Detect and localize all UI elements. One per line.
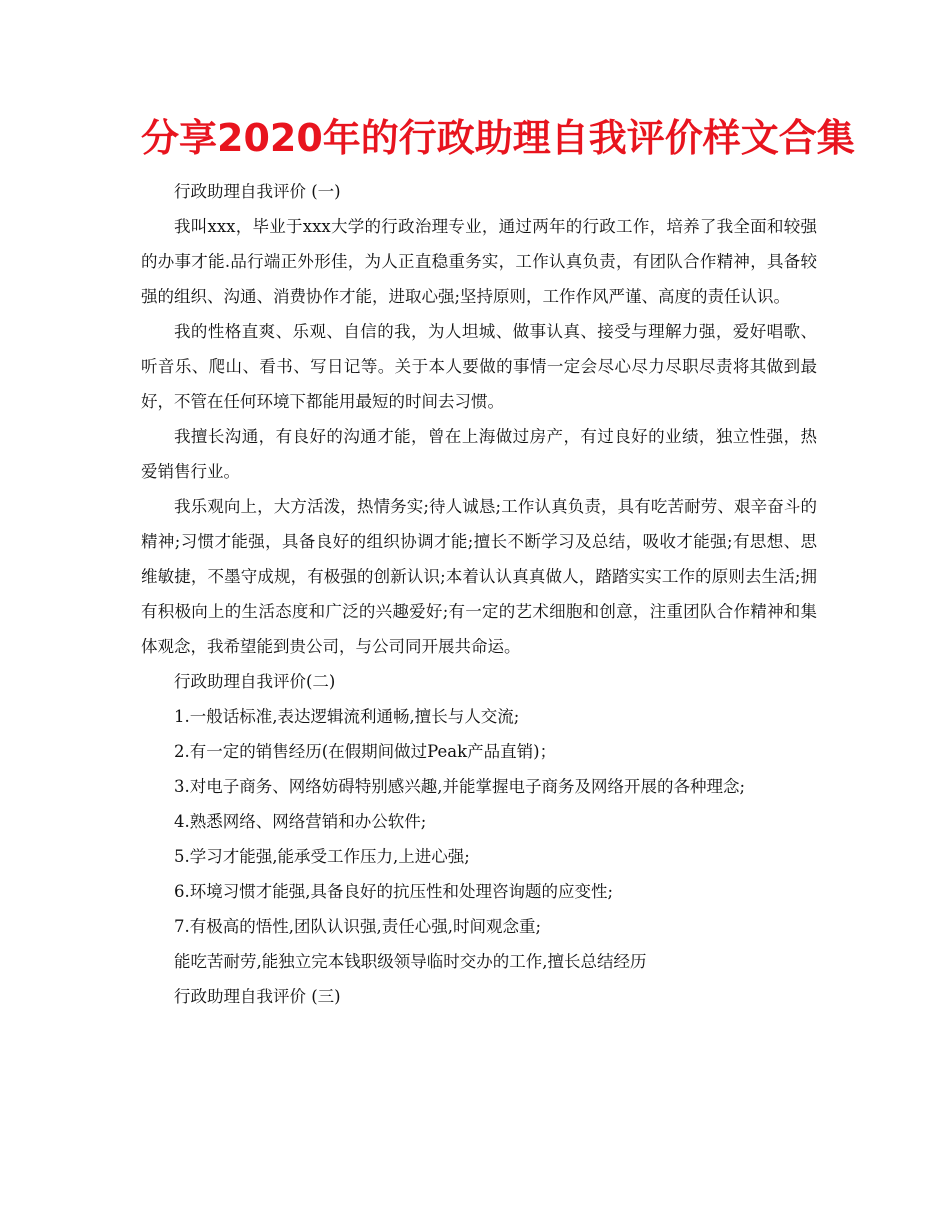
list-item: 3.对电子商务、网络妨碍特别感兴趣,并能掌握电子商务及网络开展的各种理念; xyxy=(174,777,746,796)
paragraph: 能吃苦耐劳,能独立完本钱职级领导临时交办的工作,擅长总结经历 xyxy=(174,952,647,971)
section-heading-2: 行政助理自我评价(二) xyxy=(174,672,336,691)
list-item: 7.有极高的悟性,团队认识强,责任心强,时间观念重; xyxy=(174,917,542,936)
document-title: 分享2020年的行政助理自我评价样文合集 xyxy=(141,116,855,160)
paragraph: 我叫xxx，毕业于xxx大学的行政治理专业，通过两年的行政工作，培养了我全面和较强的办事才能.品行端正外形佳，为人正直稳重务实，工作认真负责，有团队合作精神，具备较强的组织、沟通、消费协作才能，进取心强;坚持原则，工作作风严谨、高度的责任认识。 xyxy=(141,217,817,306)
paragraph: 我擅长沟通，有良好的沟通才能，曾在上海做过房产，有过良好的业绩，独立性强，热爱销售行业。 xyxy=(141,427,817,481)
list-item: 1.一般话标准,表达逻辑流利通畅,擅长与人交流; xyxy=(174,707,520,726)
section-heading-1: 行政助理自我评价 (一) xyxy=(174,182,341,201)
paragraph: 我的性格直爽、乐观、自信的我，为人坦城、做事认真、接受与理解力强，爱好唱歌、听音乐、爬山、看书、写日记等。关于本人要做的事情一定会尽心尽力尽职尽责将其做到最好，不管在任何环境下都能用最短的时间去习惯。 xyxy=(141,322,817,411)
list-item: 4.熟悉网络、网络营销和办公软件; xyxy=(174,812,427,831)
list-item: 5.学习才能强,能承受工作压力,上进心强; xyxy=(174,847,470,866)
paragraph: 我乐观向上，大方活泼，热情务实;待人诚恳;工作认真负责，具有吃苦耐劳、艰辛奋斗的精神;习惯才能强，具备良好的组织协调才能;擅长不断学习及总结，吸收才能强;有思想、思维敏捷，不墨守成规，有极强的创新认识;本着认认真真做人，踏踏实实工作的原则去生活;拥有积极向上的生活态度和广泛的兴趣爱好;有一定的艺术细胞和创意，注重团队合作精神和集体观念，我希望能到贵公司，与公司同开展共命运。 xyxy=(141,497,817,656)
list-item: 2.有一定的销售经历(在假期间做过Peak产品直销)； xyxy=(174,742,557,761)
list-item: 6.环境习惯才能强,具备良好的抗压性和处理咨询题的应变性; xyxy=(174,882,614,901)
section-heading-3: 行政助理自我评价 (三) xyxy=(174,987,341,1006)
